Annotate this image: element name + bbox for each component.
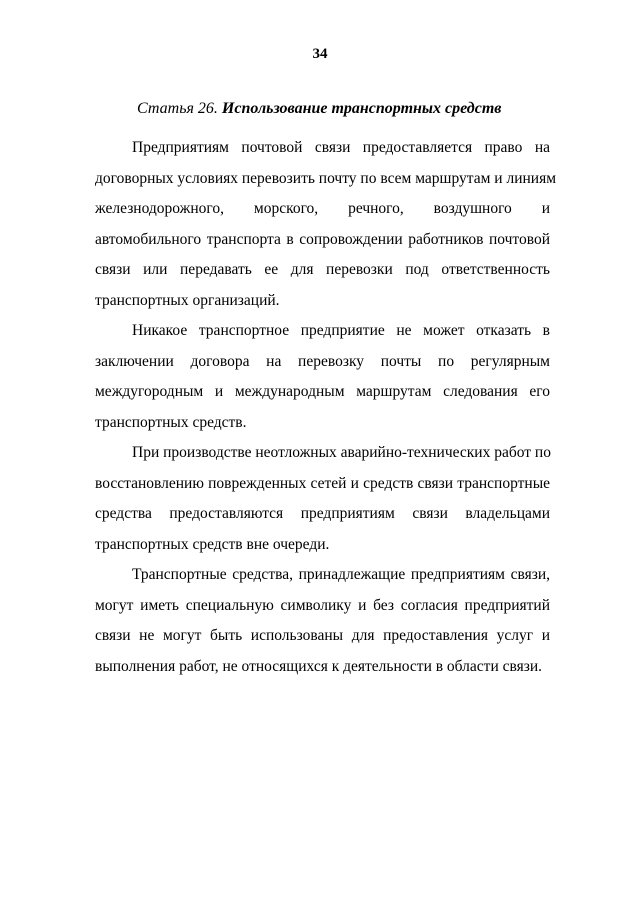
article-title: Использование транспортных средств xyxy=(221,100,502,117)
text-line: связи или передавать ее для перевозки под ответственность xyxy=(95,261,550,278)
text-line: связи не могут быть использованы для предоставления услуг и xyxy=(95,627,550,644)
paragraph-4 xyxy=(95,560,550,682)
text-line: заключении договора на перевозку почты по регулярным xyxy=(95,352,550,370)
text-line: Никакое транспортное предприятие не может отказать в xyxy=(132,322,550,339)
text-line: При производстве неотложных аварийно-технических работ по xyxy=(132,444,551,461)
text-line: междугородным и международным маршрутам следования его xyxy=(95,383,550,400)
text-line: восстановлению поврежденных сетей и средств связи транспортные xyxy=(95,474,550,492)
text-line: средства предоставляются предприятиям связи владельцами xyxy=(95,505,550,522)
text-line: выполнения работ, не относящихся к деятельности в области связи. xyxy=(95,657,543,675)
text-line: Предприятиям почтовой связи предоставляется право на xyxy=(132,139,550,156)
page-number: 34 xyxy=(312,46,328,62)
text-line: транспортных средств вне очереди. xyxy=(95,535,330,553)
text-line: Транспортные средства, принадлежащие предприятиям связи, xyxy=(132,566,550,583)
text-line: могут иметь специальную символику и без согласия предприятий xyxy=(95,596,550,614)
text-line: автомобильного транспорта в сопровождении работников почтовой xyxy=(95,230,550,248)
paragraph-2 xyxy=(95,316,550,438)
paragraph-3 xyxy=(95,438,550,560)
article-number: Статья 26. xyxy=(137,100,218,117)
article-heading xyxy=(137,100,501,118)
text-line: договорных условиях перевозить почту по всем маршрутам и линиям xyxy=(95,169,557,187)
text-line: транспортных организаций. xyxy=(95,291,280,309)
article-body xyxy=(95,133,557,682)
text-line: транспортных средств. xyxy=(95,413,247,431)
text-line: железнодорожного, морского, речного, воздушного и xyxy=(95,200,550,217)
paragraph-1 xyxy=(95,133,557,316)
